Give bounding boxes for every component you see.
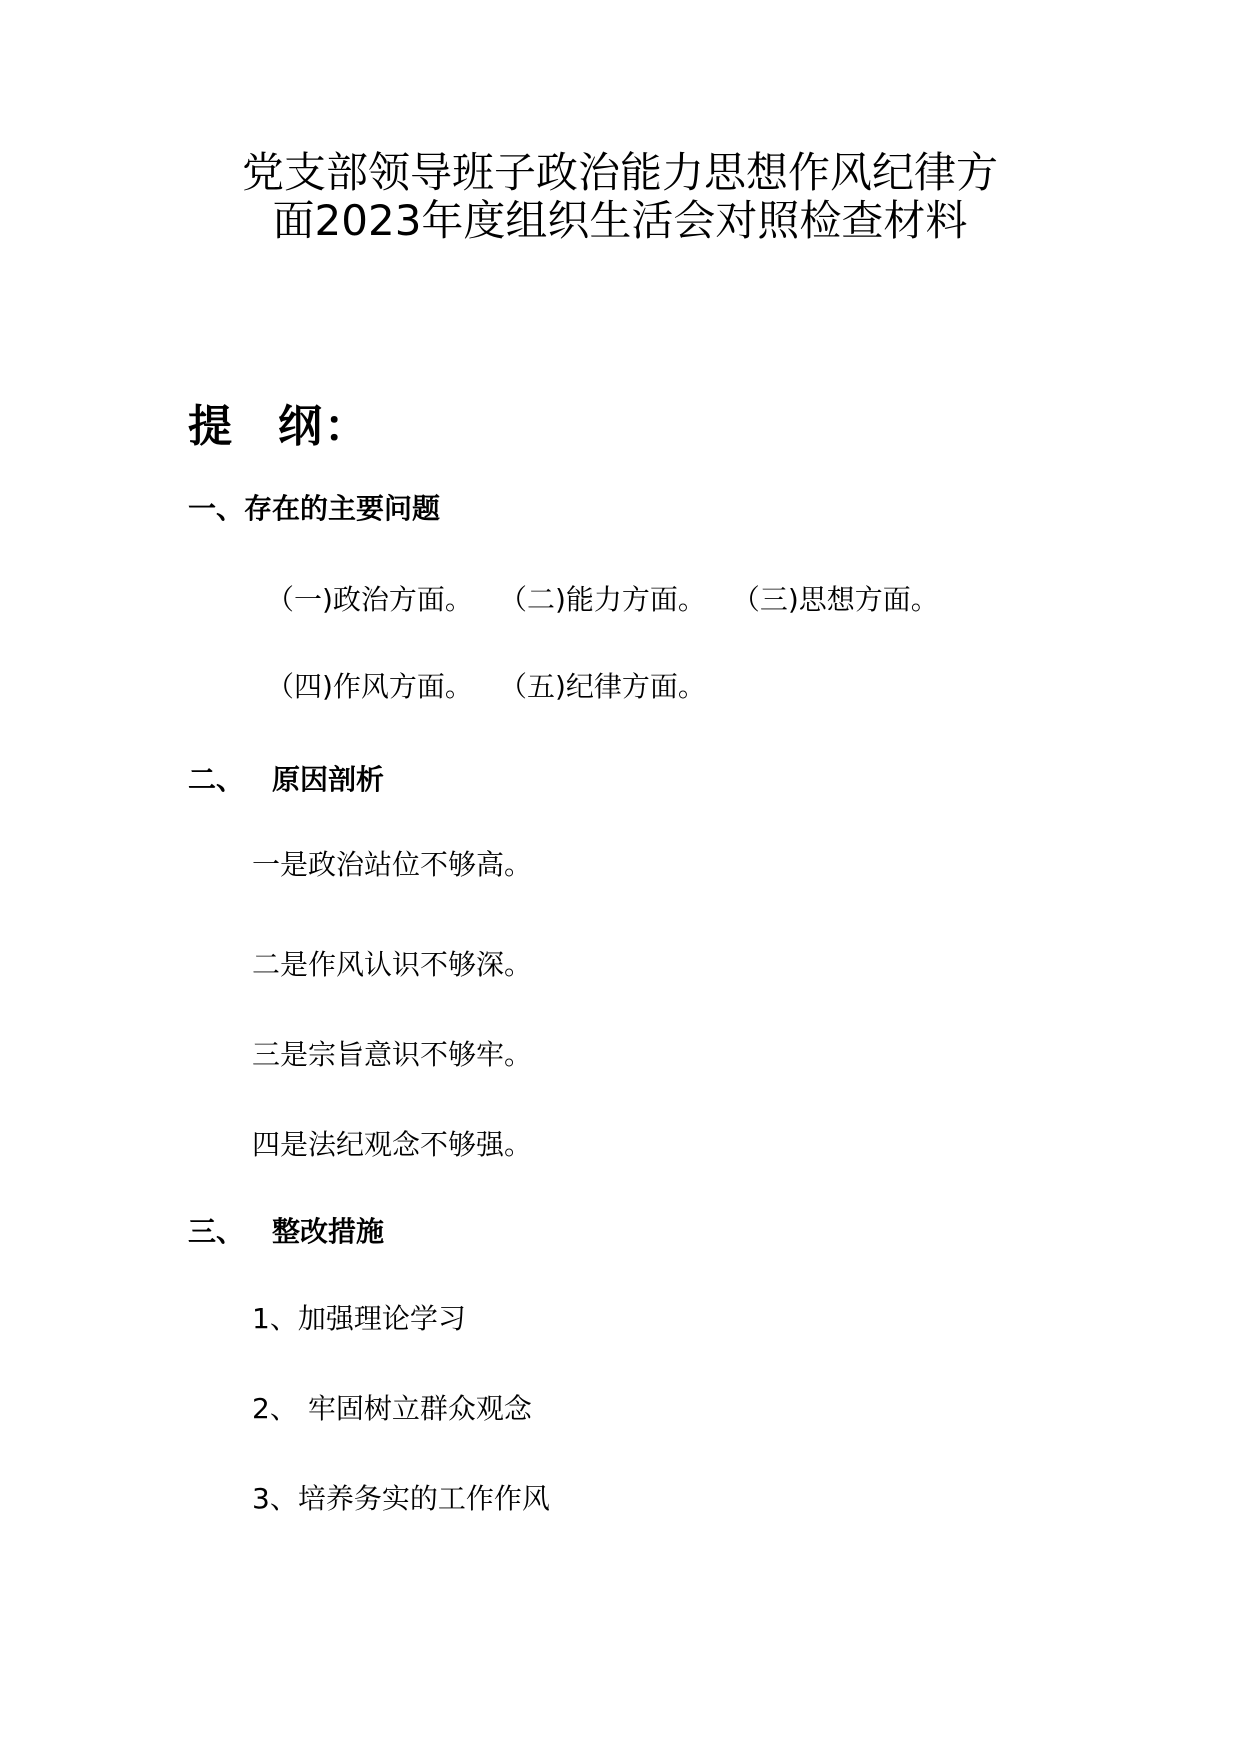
issue-thinking: （三)思想方面。 bbox=[731, 583, 939, 616]
cause-item-1: 一是政治站位不够高。 bbox=[252, 848, 533, 881]
issues-row-2 bbox=[266, 665, 706, 705]
measure-number-2: 2、 bbox=[252, 1392, 298, 1425]
cause-item-4: 四是法纪观念不够强。 bbox=[252, 1128, 533, 1161]
cause-item-2: 二是作风认识不够深。 bbox=[252, 948, 533, 981]
section-title-2: 原因剖析 bbox=[272, 763, 385, 796]
measure-item-3: 3、培养务实的工作作风 bbox=[252, 1482, 550, 1515]
issues-row-1 bbox=[266, 578, 939, 618]
document-title-line-1: 党支部领导班子政治能力思想作风纪律方 bbox=[241, 148, 998, 197]
outline-heading-char-1: 提 bbox=[188, 401, 234, 452]
issue-political: （一)政治方面。 bbox=[266, 583, 473, 616]
issue-discipline: （五)纪律方面。 bbox=[498, 670, 706, 703]
measure-item-1: 1、加强理论学习 bbox=[252, 1302, 466, 1335]
section-heading-2 bbox=[188, 758, 384, 798]
section-heading-1 bbox=[188, 487, 440, 527]
section-heading-3 bbox=[188, 1210, 384, 1250]
outline-heading bbox=[188, 390, 370, 454]
section-number-2: 二、 bbox=[188, 763, 245, 796]
document-title-line-2: 面2023年度组织生活会对照检查材料 bbox=[272, 196, 968, 245]
section-title-3: 整改措施 bbox=[272, 1215, 385, 1248]
outline-heading-char-2: 纲： bbox=[278, 401, 370, 452]
section-number-1: 一、 bbox=[188, 492, 245, 525]
section-number-3: 三、 bbox=[188, 1215, 245, 1248]
cause-item-3: 三是宗旨意识不够牢。 bbox=[252, 1038, 533, 1071]
issue-style: （四)作风方面。 bbox=[266, 670, 473, 703]
issue-capability: （二)能力方面。 bbox=[498, 583, 706, 616]
measure-item-2 bbox=[252, 1387, 532, 1427]
measure-text-2: 牢固树立群众观念 bbox=[307, 1392, 532, 1425]
section-title-1: 存在的主要问题 bbox=[244, 492, 441, 525]
